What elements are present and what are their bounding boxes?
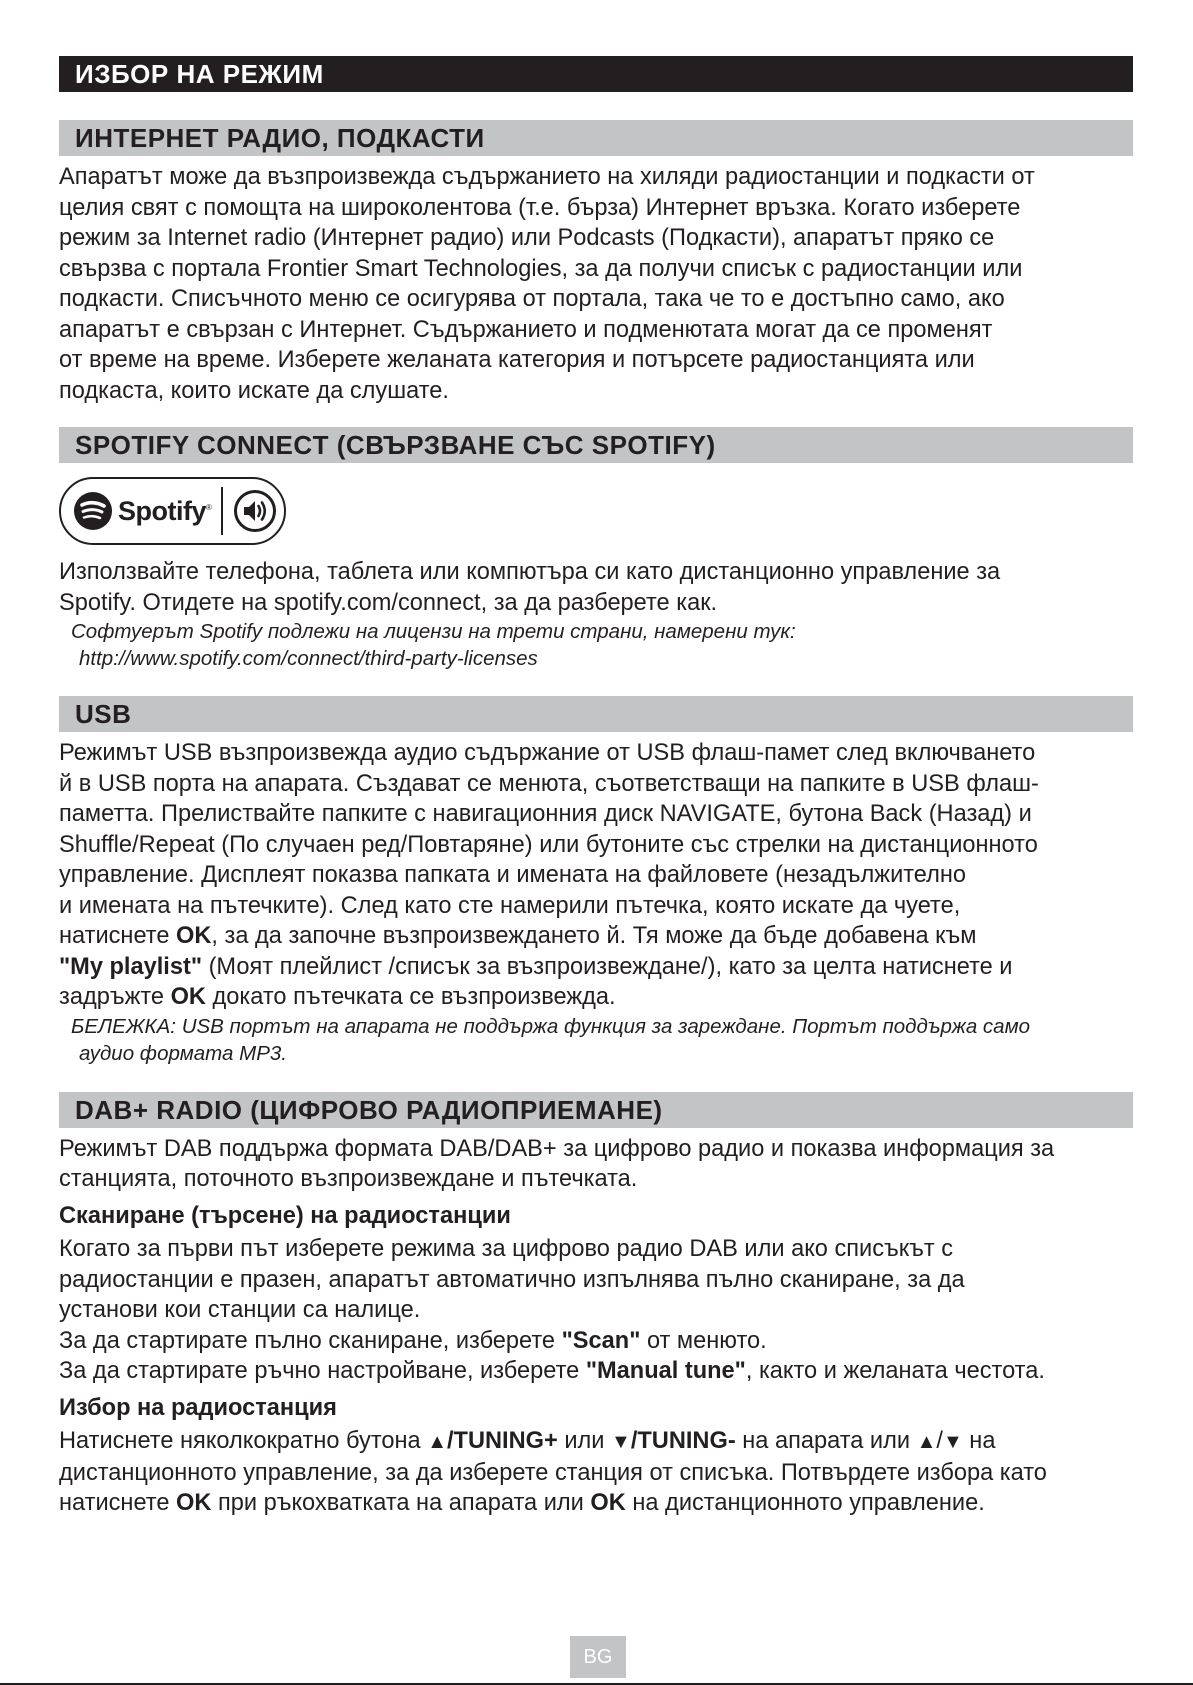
internet-body [59, 162, 1133, 406]
body-line: задръжте OK докато пътечката се възпроизвежда. [59, 984, 616, 1010]
subheading-scan: Сканиране (търсене) на радиостанции [59, 1202, 511, 1229]
page-language-tag: BG [570, 1636, 626, 1678]
body-line: и имената на пътечките). След като сте намерили пътечка, която искате да чуете, [59, 892, 961, 919]
spotify-license-note: Софтуерът Spotify подлежи на лицензи на трети страни, намерени тук: http://www.spotify.com/connect/third-party-licenses [71, 620, 796, 670]
body-line: Shuffle/Repeat (По случаен ред/Повтаряне) или бутоните със стрелки на дистанционното [59, 831, 1038, 858]
spotify-logo-row [59, 477, 1133, 545]
logo-divider [221, 487, 223, 535]
body-line: Режимът USB възпроизвежда аудио съдържание от USB флаш-памет след включването [59, 740, 1036, 766]
spotify-connect-logo [59, 477, 286, 545]
section-heading-internet: ИНТЕРНЕТ РАДИО, ПОДКАСТИ [59, 120, 1133, 156]
down-arrow-icon: ▼ [942, 1431, 963, 1453]
usb-body [59, 738, 1133, 1013]
body-line: подкасти. Списъчното меню се осигурява от портала, така че то е достъпно само, ако [59, 286, 1005, 312]
usb-note: БЕЛЕЖКА: USB портът на апарата не поддържа функция за зареждане. Портът поддържа само аудио формата MP3. [71, 1014, 1031, 1065]
subheading-select: Избор на радиостанция [59, 1394, 337, 1421]
body-line: паметта. Прелиствайте папките с навигационния диск NAVIGATE, бутона Back (Назад) и [59, 801, 1032, 827]
scan-body [59, 1234, 1133, 1387]
spotify-icon [73, 491, 113, 531]
body-line: управление. Дисплеят показва папката и имената на файловете (незадължително [59, 862, 967, 888]
body-line: целия свят с помощта на широколентова (т.е. бърза) Интернет връзка. Когато изберете [59, 194, 1021, 221]
body-line: от време на време. Изберете желаната категория и потърсете радиостанцията или [59, 347, 975, 373]
body-line: станцията, поточното възпроизвеждане и пътечката. [59, 1166, 638, 1192]
body-line: "My playlist" (Моят плейлист /списък за възпроизвеждане/), като за целта натиснете и [59, 953, 1013, 980]
body-line: Режимът DAB поддържа формата DAB/DAB+ за цифрово радио и показва информация за [59, 1135, 1055, 1162]
spotify-body [59, 557, 1133, 618]
up-arrow-icon: ▲ [427, 1431, 447, 1453]
section-heading-dab: DAB+ RADIO (ЦИФРОВО РАДИОПРИЕМАНЕ) [59, 1092, 1133, 1128]
down-arrow-icon: ▼ [611, 1431, 631, 1453]
section-heading-spotify: SPOTIFY CONNECT (СВЪРЗВАНЕ СЪС SPOTIFY) [59, 427, 1133, 463]
body-line: Използвайте телефона, таблета или компютъра си като дистанционно управление за [59, 559, 1001, 585]
body-line: Натиснете няколкократно бутона ▲/TUNING+ или ▼/TUNING- на апарата или ▲/▼ на [59, 1428, 996, 1454]
select-body [59, 1426, 1133, 1519]
body-line: Spotify. Отидете на spotify.com/connect, за да разберете как. [59, 589, 718, 616]
body-line: натиснете OK при ръкохватката на апарата или OK на дистанционното управление. [59, 1490, 985, 1516]
license-url: http://www.spotify.com/connect/third-party-licenses [79, 647, 538, 670]
dab-body [59, 1134, 1133, 1195]
body-line: режим за Internet radio (Интернет радио) или Podcasts (Подкасти), апаратът пряко се [59, 225, 995, 251]
body-line: свързва с портала Frontier Smart Technologies, за да получи списък с радиостанции или [59, 255, 1023, 282]
body-line: Апаратът може да възпроизвежда съдържанието на хиляди радиостанции и подкасти от [59, 164, 1035, 190]
up-arrow-icon: ▲ [916, 1431, 937, 1453]
body-line: апаратът е свързан с Интернет. Съдържанието и подменютата могат да се променят [59, 316, 993, 343]
body-line: натиснете OK, за да започне възпроизвеждането й. Тя може да бъде добавена към [59, 923, 977, 949]
body-line: й в USB порта на апарата. Създават се менюта, съответстващи на папките в USB флаш- [59, 770, 1039, 797]
body-line: радиостанции е празен, апаратът автоматично изпълнява пълно сканиране, за да [59, 1266, 965, 1293]
manual-page [59, 56, 1133, 1519]
body-line: За да стартирате пълно сканиране, изберете "Scan" от менюто. [59, 1327, 767, 1354]
spotify-wordmark: Spotify® [118, 495, 212, 526]
speaker-icon [233, 489, 277, 533]
body-line: За да стартирате ръчно настройване, изберете "Manual tune", както и желаната честота. [59, 1358, 1045, 1384]
section-heading-usb: USB [59, 696, 1133, 732]
page-title: ИЗБОР НА РЕЖИМ [59, 56, 1133, 92]
body-line: подкаста, които искате да слушате. [59, 377, 449, 404]
body-line: дистанционното управление, за да изберете станция от списъка. Потвърдете избора като [59, 1459, 1047, 1486]
body-line: Когато за първи път изберете режима за цифрово радио DAB или ако списъкът с [59, 1236, 953, 1262]
body-line: установи кои станции са налице. [59, 1297, 421, 1323]
